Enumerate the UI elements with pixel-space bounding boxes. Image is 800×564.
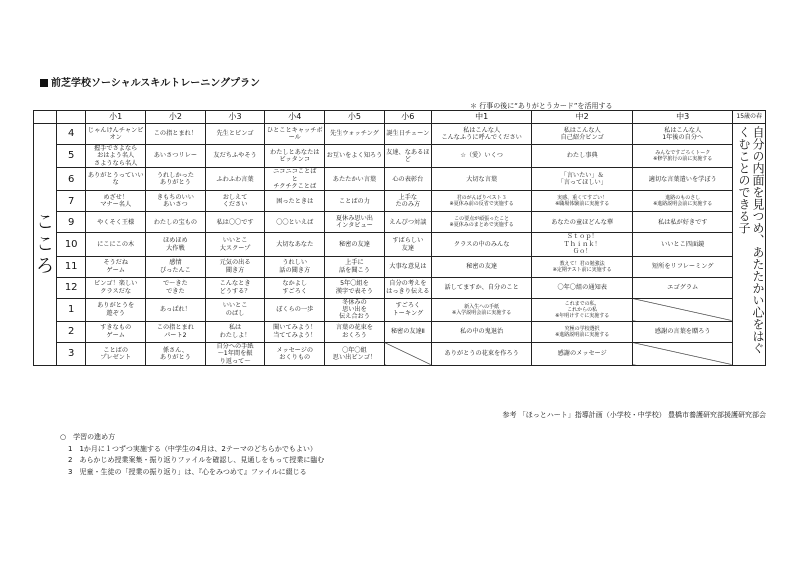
topic-cell: わたしとあなたは ビッタンコ [265,145,325,168]
topic-cell: 話してますか、自分のこと [431,277,532,298]
grade-header: 中1 [431,111,532,124]
topic-cell: こんなとき どうする？ [205,277,265,298]
topic-cell: ありがとうを 遊ぞう [86,298,146,321]
grade-header: 小4 [265,111,325,124]
topic-cell [632,298,733,321]
topic-cell: 〇年〇組 思い出ビンゴ！ [325,342,385,365]
topic-cell: めざせ！ マナー名人 [86,191,146,212]
topic-cell: おしえて ください [205,191,265,212]
title-text: 前芝学校ソーシャルスキルトレーニングプラン [51,78,260,89]
topic-cell: 感情 ぴったんこ [146,256,206,277]
topic-cell: 友達、なあるほど [384,145,431,168]
topic-cell: あたたかい言葉 [325,168,385,191]
topic-cell: ひとことキャッチボール [265,124,325,145]
topic-cell: なかよし すごろく [265,277,325,298]
topic-cell: 私はこんな人 1年後の自分へ [632,124,733,145]
topic-cell: クラスの中のみんな [431,233,532,256]
topic-cell: いいとこ 大スクープ [205,233,265,256]
header-row [34,111,766,124]
topic-cell: ほめほめ 大作戦 [146,233,206,256]
month-cell: 9 [57,212,86,233]
topic-cell: いいとこ のばし [205,298,265,321]
table-row [34,256,766,277]
topic-cell: 5年〇組を 漢字で表そう [325,277,385,298]
topic-cell: 教えて！君の勉強法 ※定期テスト前に実施する [532,256,633,277]
topic-cell: あっぱれ！ [146,298,206,321]
topic-cell: 握手でさよなら おはよう名人 さようなら名人 [86,145,146,168]
topic-cell: 友だちふやそう [205,145,265,168]
topic-cell: 上手な たのみ方 [384,191,431,212]
month-cell: 7 [57,191,86,212]
grade-header: 小1 [86,111,146,124]
topic-cell: うれしい 話の聞き方 [265,256,325,277]
steps-heading: ○ 学習の進め方 [60,433,116,441]
topic-cell: これまでの私、 これからの私 ※年明けすぐに実施する [532,298,633,321]
table-row [34,298,766,321]
topic-cell [632,342,733,365]
corner-cell [57,111,86,124]
topic-cell: 大切な言葉 [431,168,532,191]
reference-note: 参考 「ほっとハート」指導計画（小学校・中学校） 豊橋市養護研究部援護研究部会 [502,411,766,419]
topic-cell: 「言いたい」＆ 「言ってほしい」 [532,168,633,191]
topic-cell: お互いをよく知ろう [325,145,385,168]
table-row [34,321,766,342]
month-cell: 2 [57,321,86,342]
topic-cell: すきなもの ゲーム [86,321,146,342]
topic-cell: いいとこ四面鏡 [632,233,733,256]
topic-cell: 進路のものさし ※進路説明会前に実施する [632,191,733,212]
topic-cell: じゃんけんチャンピオン [86,124,146,145]
topic-cell: 君のがんばりベスト３ ※夏休み前の反省で実施する [431,191,532,212]
topic-cell: ☆（愛）いくつ [431,145,532,168]
topic-cell: 夏休み思い出 インタビュー [325,212,385,233]
topic-cell: ぼくらの一歩 [265,298,325,321]
topic-cell: 困ったときは [265,191,325,212]
topic-cell: 先生ウォッチング [325,124,385,145]
topic-cell: 係さん、 ありがとう [146,342,206,365]
topic-cell: 大事な意見は [384,256,431,277]
topic-cell: Ｓｔｏｐ！ Ｔｈｉｎｋ！ Ｇｏ！ [532,233,633,256]
page-title [40,74,260,89]
table-body [34,124,766,366]
table-row [34,168,766,191]
topic-cell: 感謝の言葉を贈ろう [632,321,733,342]
topic-cell: 元気の出る 聞き方 [205,256,265,277]
topic-cell: 究極の学校選択 ※進路説明前に実施する [532,321,633,342]
corner-cell [34,111,57,124]
topic-cell: 誕生日チェーン [384,124,431,145]
topic-cell: えんぴつ対談 [384,212,431,233]
topic-cell: ありがとうっていいな [86,168,146,191]
age-header: 15歳の春 [733,111,766,124]
table-row [34,191,766,212]
steps-section [60,432,324,478]
topic-cell: メッセージの おくりもの [265,342,325,365]
topic-cell: 〇〇といえば [265,212,325,233]
topic-cell: ありがとうの花束を作ろう [431,342,532,365]
grade-header: 小5 [325,111,385,124]
month-cell: 5 [57,145,86,168]
table-row [34,342,766,365]
month-cell: 10 [57,233,86,256]
topic-cell: わたし事典 [532,145,633,168]
topic-cell: うれしかった ありがとう [146,168,206,191]
grade-header: 小3 [205,111,265,124]
topic-cell: そうだね ゲーム [86,256,146,277]
topic-cell: わたしの宝もの [146,212,206,233]
topic-cell: あなたの童ほどんな華 [532,212,633,233]
topic-cell: 秘密の友達 [431,256,532,277]
topic-cell: この指とまれ パート2 [146,321,206,342]
topic-cell: にこにこの木 [86,233,146,256]
topic-cell: 先生とビンゴ [205,124,265,145]
grade-header: 中3 [632,111,733,124]
month-cell: 6 [57,168,86,191]
goal-label: 自分の内面を見つめ、あたたかい心をはぐくむことのできる子 [733,124,766,366]
table-row [34,233,766,256]
topic-cell: あいさつリレー [146,145,206,168]
topic-cell: 言葉の花束を おくろう [325,321,385,342]
topic-cell: 私は私が好きです [632,212,733,233]
steps-item: 1 1か月に１つずつ実施する（中学生の4月は、2テーマのどちらかでもよい） [68,444,317,453]
topic-cell: 自分の考えを はっきり伝える [384,277,431,298]
topic-cell: 私はこんな人 こんなふうに呼んでください [431,124,532,145]
table-row [34,212,766,233]
topic-cell: 自分への手紙 ～1年間を振 り返って～ [205,342,265,365]
table-row [34,124,766,145]
topic-cell: ニコニコことば と チクチクことば [265,168,325,191]
topic-cell: 冬休みの 思い出を 伝え合おう [325,298,385,321]
topic-cell: ことばの力 [325,191,385,212]
topic-cell: 聞いてみよう！ 当ててみよう！ [265,321,325,342]
table-row [34,277,766,298]
topic-cell: やくそく王様 [86,212,146,233]
side-label: こころ [34,124,57,366]
topic-cell: この要点が頑張ったこと ※夏休みのまとめで実施する [431,212,532,233]
grade-header: 中2 [532,111,633,124]
card-note: ＊ 行事の後に“ありがとうカード”を活用する [470,102,613,110]
grade-header: 小6 [384,111,431,124]
topic-cell: すばらしい 友達 [384,233,431,256]
topic-cell: 大切なあなた [265,233,325,256]
topic-cell: 私はこんな人 自己紹介ビンゴ [532,124,633,145]
table-row [34,145,766,168]
topic-cell: すごろく トーキング [384,298,431,321]
topic-cell [384,342,431,365]
topic-cell: 私は〇〇です [205,212,265,233]
topic-cell: ことばの プレゼント [86,342,146,365]
month-cell: 3 [57,342,86,365]
topic-cell: ふわふわ言葉 [205,168,265,191]
topic-cell: 私の中の鬼退治 [431,321,532,342]
topic-cell: この指とまれ！ [146,124,206,145]
steps-item: 3 児童・生徒の「授業の振り返り」は、『心をみつめて』ファイルに綴じる [68,467,307,476]
month-cell: 1 [57,298,86,321]
topic-cell: 秘密の友達Ⅱ [384,321,431,342]
month-cell: 11 [57,256,86,277]
grade-header: 小2 [146,111,206,124]
month-cell: 12 [57,277,86,298]
steps-item: 2 あらかじめ授業案集・振り返りファイルを確認し、見通しをもって授業に臨む [68,456,325,464]
topic-cell: きもちのいい あいさつ [146,191,206,212]
topic-cell: みんなですごろくトーク ※修学旅行の前に実施する [632,145,733,168]
topic-cell: で～きた できた [146,277,206,298]
topic-cell: 短所をリフレーミング [632,256,733,277]
plan-table [33,110,766,366]
topic-cell: 適切な言葉遣いを学ぼう [632,168,733,191]
topic-cell: 実感、重くてすごい！ ※職場体験前に実施する [532,191,633,212]
topic-cell: 感謝のメッセージ [532,342,633,365]
topic-cell: 新入生への手紙 ※入学説明会前に実施する [431,298,532,321]
square-bullet-icon [40,79,48,87]
topic-cell: 〇年〇組の通知表 [532,277,633,298]
topic-cell: ビンゴ！楽しい クラスだな [86,277,146,298]
topic-cell: 心の表彰台 [384,168,431,191]
topic-cell: エゴグラム [632,277,733,298]
topic-cell: 私は わたしよ！ [205,321,265,342]
month-cell: 4 [57,124,86,145]
topic-cell: 上手に 話を聞こう [325,256,385,277]
topic-cell: 秘密の友達 [325,233,385,256]
